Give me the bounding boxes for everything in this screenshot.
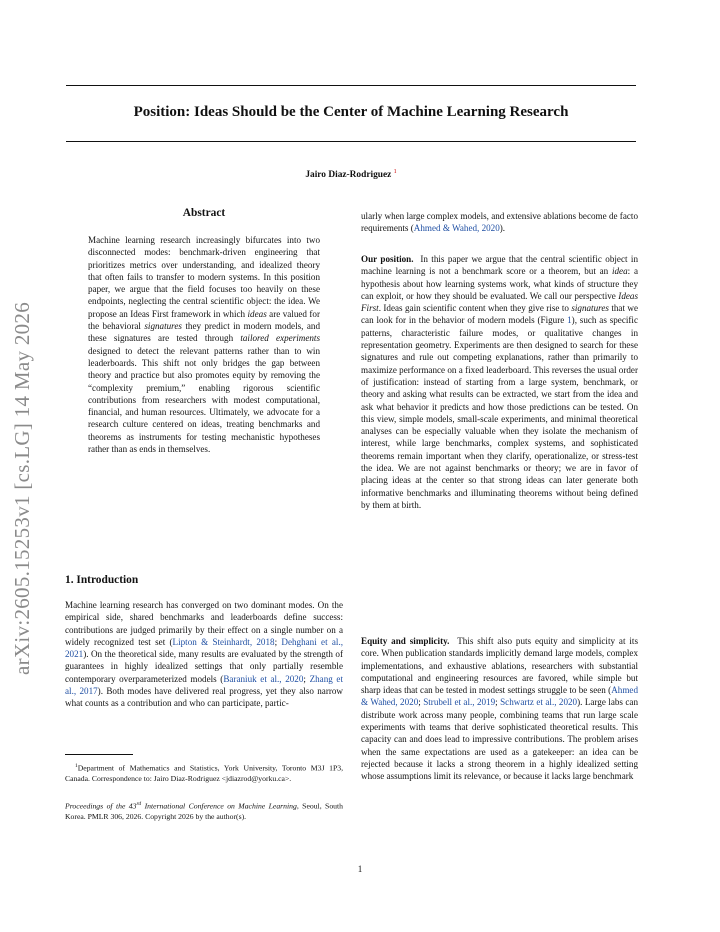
citation-link[interactable]: Zhang et al., 2017 [65,673,343,697]
footnote-rule [65,754,133,755]
paragraph-runin-heading: Equity and simplicity. [361,636,450,646]
position-paragraph: Our position. In this paper we argue that the central scientific object in machine learning is not a benchmark score or a theorem, but an idea: a hypothesis about how learning systems work, what kinds of structure they can exploit, or how they should be evaluated. We call our perspective Ideas First. Ideas gain scientific content when they give rise to signatures that we can look for in the behavior of modern models (Figure 1), such as specific patterns, characteristic failure modes, or qualitative changes in representation geometry. Experiments are then designed to search for these signatures and rule out competing explanations, rather than primarily to maximize performance on a fixed leaderboard. This reverses the usual order of justification: instead of starting from a large system, benchmark, or theory and asking what results can be extracted, we start from the idea and ask what behavior it predicts and how those predictions can be tested. On this view, simple models, small-scale experiments, and minimal theoretical analyses can be especially valuable when they isolate the mechanism of interest, while large benchmarks, complex systems, and sophisticated theorems remain important when they clarify, operationalize, or stress-test the idea. We are not against benchmarks or theory; we are in favor of placing ideas at the center so that strong ideas can later generate both informative benchmarks and illuminating theorems without being defined by them at birth. [361,254,638,510]
citation-link[interactable]: Lipton & Steinhardt, 2018 [172,636,275,647]
intro-paragraph-continued: ularly when large complex models, and extensive ablations become de facto requirements (Ahmed & Wahed, 2020). [361,211,638,234]
citation-link[interactable]: Dehghani et al., 2021 [65,636,343,660]
author-footnote-mark[interactable]: 1 [393,169,397,175]
citation-link[interactable]: Ahmed & Wahed, 2020 [361,685,638,708]
citation-link[interactable]: Strubell et al., 2019 [423,697,496,708]
author-name: Jairo Diaz-Rodriguez [305,170,392,181]
abstract-body: Machine learning research increasingly bifurcates into two disconnected modes: benchmark-driven engineering that prioritizes metrics over understanding, and idealized theory that often fails to transfer to modern systems. In this position paper, we argue that the field focuses too heavily on these endpoints, neglecting the central scientific object: the idea. We propose an Ideas First framework in which ideas are valued for the behavioral signatures they predict in modern models, and these signatures are tested through tailored experiments designed to detect the relevant patterns rather than to win leaderboards. This shift not only bridges the gap between theory and practice but also promotes equity by removing the “complexity premium,” enabling rigorous scientific contributions from researchers with modest computational, financial, and human resources. Ultimately, we advocate for a research culture centered on ideas, treating benchmarks and theorems as instruments for testing mechanistic hypotheses rather than as ends in themselves. [88,235,321,455]
paragraph-runin-heading: Our position. [361,254,414,264]
page-number: 1 [357,864,363,874]
citation-link[interactable]: Ahmed & Wahed, 2020 [413,223,500,234]
arxiv-stamp[interactable]: arXiv:2605.15253v1 [cs.LG] 14 May 2026 [10,301,34,675]
figure-link[interactable]: 1 [567,315,572,326]
proceedings-footnote: Proceedings of the 43rd International Conference on Machine Learning, Seoul, South Korea. PMLR 306, 2026. Copyright 2026 by the author(s). [65,801,343,821]
paper-title: Position: Ideas Should be the Center of Machine Learning Research [133,104,569,120]
abstract-heading: Abstract [182,207,226,219]
author-line [66,169,636,180]
affiliation-footnote: $^1$Department of Mathematics and Statistics, York University, Toronto M3J 1P3, Canada. Correspondence to: Jairo Diaz-Rodriguez <jdiazrod@yorku.ca>. [65,763,343,783]
top-rule [66,85,636,86]
citation-link[interactable]: Schwartz et al., 2020 [500,697,578,708]
section-heading-introduction: 1. Introduction [65,574,139,586]
equity-paragraph: Equity and simplicity. This shift also puts equity and simplicity at its core. When publication standards implicitly demand large models, complex implementations, and exhaustive ablations, researchers with substantial computational and engineering resources are favored, while simple but sharp ideas that can be tested in modest settings struggle to be seen (Ahmed & Wahed, 2020; Strubell et al., 2019; Schwartz et al., 2020). Large labs can distribute work across many people, combining teams that run large scale experiments with teams that derive sophisticated theoretical results. This capacity can and does lead to impressive contributions. The problem arises when the same expectations are used as a gatekeeper: an idea can be rejected because it lacks a strong theorem in a highly idealized setting whose assumptions limit its relevance, or because it lacks large benchmark [361,636,638,782]
citation-link[interactable]: Baraniuk et al., 2020 [223,673,304,684]
intro-paragraph: Machine learning research has converged on two dominant modes. On the empirical side, shared benchmarks and leaderboards define success: contributions are judged primarily by their effect on a single number on a widely recognized test set (Lipton & Steinhardt, 2018; Dehghani et al., 2021). On the theoretical side, many results are evaluated by the strength of guarantees in highly idealized settings that only partially resemble contemporary overparameterized models (Baraniuk et al., 2020; Zhang et al., 2017). Both modes have delivered real progress, yet they also narrow what counts as a contribution and who can participate, partic- [65,600,343,709]
title-bottom-rule [66,141,636,142]
